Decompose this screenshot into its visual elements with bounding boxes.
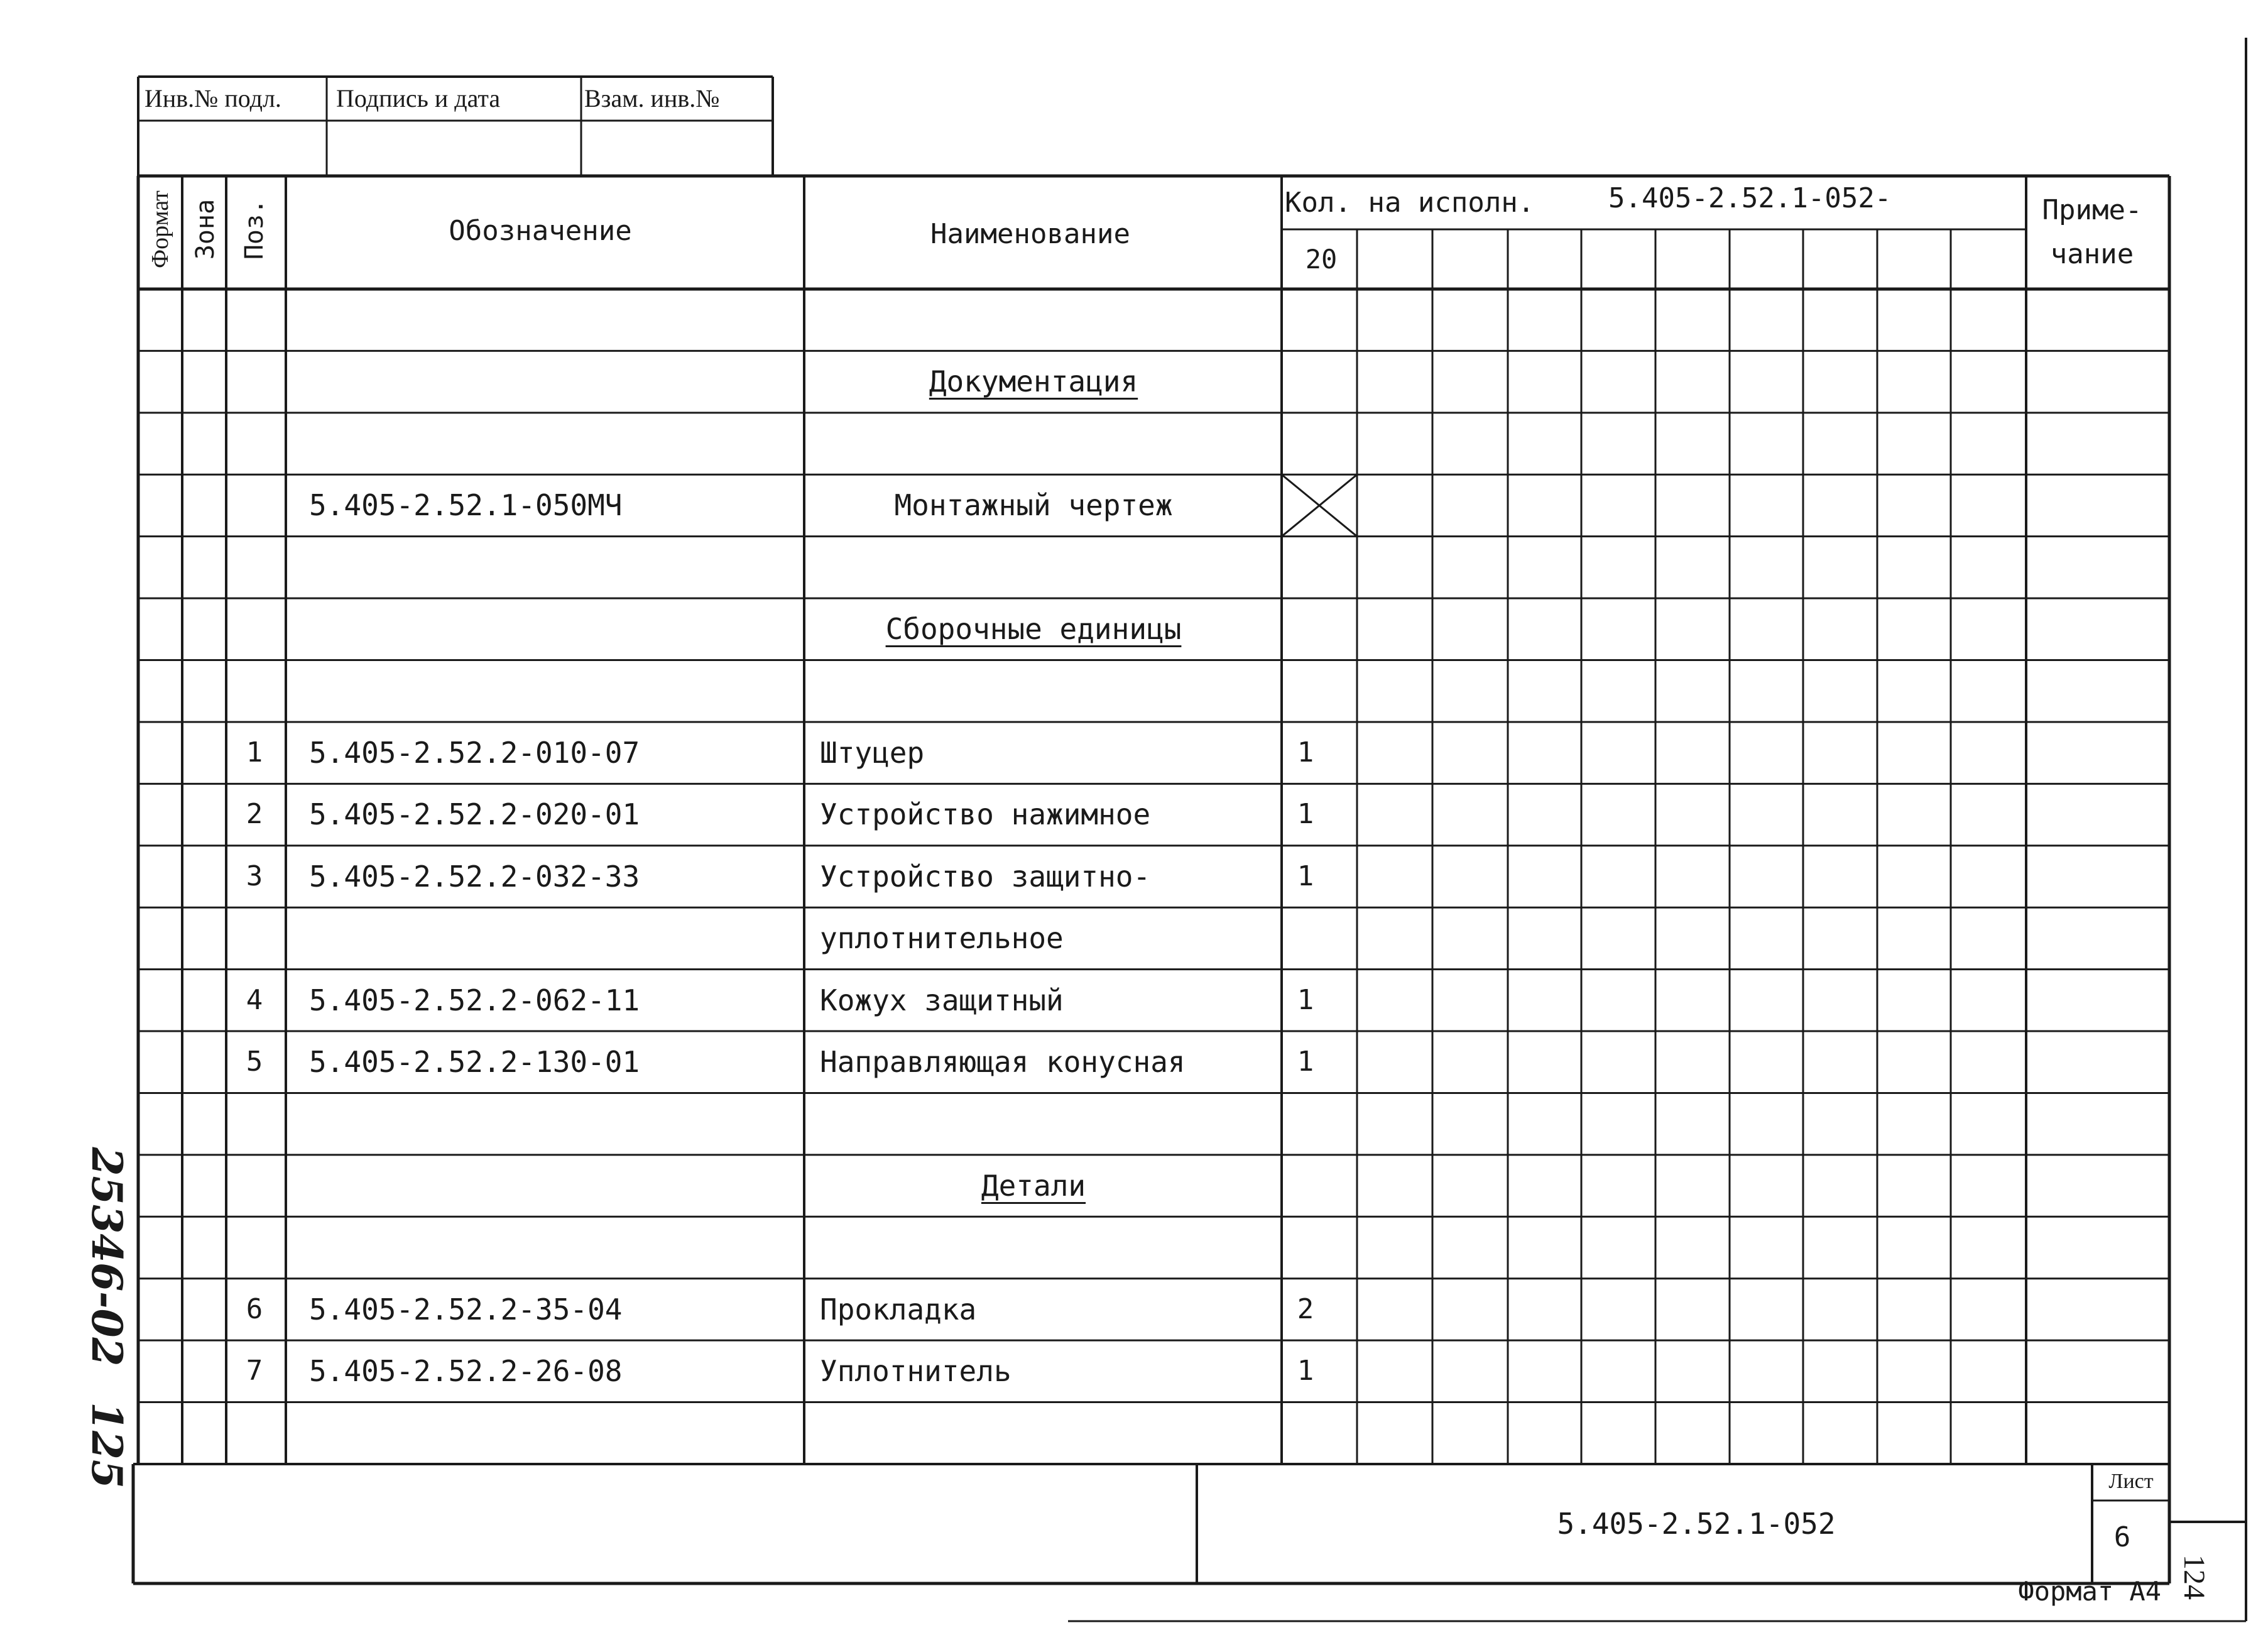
row-naimenovanie: Монтажный чертеж <box>894 488 1173 523</box>
row-oboznachenie: 5.405-2.52.2-26-08 <box>309 1354 623 1389</box>
row-section-title: Документация <box>929 364 1138 399</box>
header-kol-label: Кол. на исполн. <box>1285 187 1535 219</box>
title-block-list-label: Лист <box>2108 1470 2154 1493</box>
row-oboznachenie: 5.405-2.52.2-062-11 <box>309 983 640 1017</box>
stamp-vzam-inv: Взам. инв.№ <box>584 84 720 112</box>
margin-handwritten-code: 25346-02 <box>82 1147 131 1367</box>
row-section-title: Детали <box>981 1168 1086 1203</box>
row-qty: 2 <box>1297 1293 1314 1325</box>
row-naimenovanie: уплотнительное <box>820 921 1064 956</box>
row-poz: 6 <box>246 1293 263 1325</box>
header-naimenovanie: Наименование <box>930 218 1130 250</box>
header-primechanie-2: чание <box>2050 238 2134 270</box>
row-naimenovanie: Устройство нажимное <box>820 797 1151 832</box>
margin-handwritten-number: 125 <box>82 1402 131 1489</box>
title-block-list-number: 6 <box>2113 1521 2131 1553</box>
row-naimenovanie: Кожух защитный <box>820 983 1064 1017</box>
row-qty: 1 <box>1297 1355 1314 1387</box>
row-qty: 1 <box>1297 983 1314 1016</box>
header-poz: Поз. <box>240 199 269 260</box>
row-qty: 1 <box>1297 798 1314 831</box>
row-poz: 7 <box>246 1355 263 1387</box>
header-oboznachenie: Обозначение <box>449 215 632 247</box>
row-poz: 3 <box>246 860 263 892</box>
stamp-inv-podl: Инв.№ подл. <box>144 84 281 112</box>
header-format: Формат <box>147 190 173 268</box>
title-block-code: 5.405-2.52.1-052 <box>1557 1507 1836 1541</box>
row-section-title: Сборочные единицы <box>885 612 1182 647</box>
header-ispoln-20: 20 <box>1305 244 1338 275</box>
row-oboznachenie: 5.405-2.52.1-050МЧ <box>309 488 623 523</box>
row-qty: 1 <box>1297 860 1314 892</box>
row-qty: 1 <box>1297 1046 1314 1078</box>
row-qty: 1 <box>1297 736 1314 768</box>
row-oboznachenie: 5.405-2.52.2-35-04 <box>309 1292 623 1326</box>
stamp-podpis-data: Подпись и дата <box>336 84 501 112</box>
row-oboznachenie: 5.405-2.52.2-032-33 <box>309 859 640 894</box>
row-naimenovanie: Штуцер <box>820 735 925 770</box>
row-poz: 1 <box>246 736 263 768</box>
header-zona: Зона <box>191 199 220 260</box>
row-oboznachenie: 5.405-2.52.2-130-01 <box>309 1045 640 1080</box>
row-oboznachenie: 5.405-2.52.2-020-01 <box>309 797 640 832</box>
header-primechanie-1: Приме- <box>2042 194 2142 226</box>
row-naimenovanie: Прокладка <box>820 1292 977 1326</box>
row-poz: 4 <box>246 983 263 1016</box>
row-naimenovanie: Устройство защитно- <box>820 859 1151 894</box>
row-poz: 5 <box>246 1046 263 1078</box>
row-oboznachenie: 5.405-2.52.2-010-07 <box>309 735 640 770</box>
row-poz: 2 <box>246 798 263 831</box>
header-kol-code: 5.405-2.52.1-052- <box>1608 182 1892 214</box>
format-label: Формат А4 <box>2018 1576 2161 1607</box>
page-number: 124 <box>2178 1555 2211 1600</box>
row-naimenovanie: Направляющая конусная <box>820 1045 1186 1080</box>
row-naimenovanie: Уплотнитель <box>820 1354 1011 1389</box>
